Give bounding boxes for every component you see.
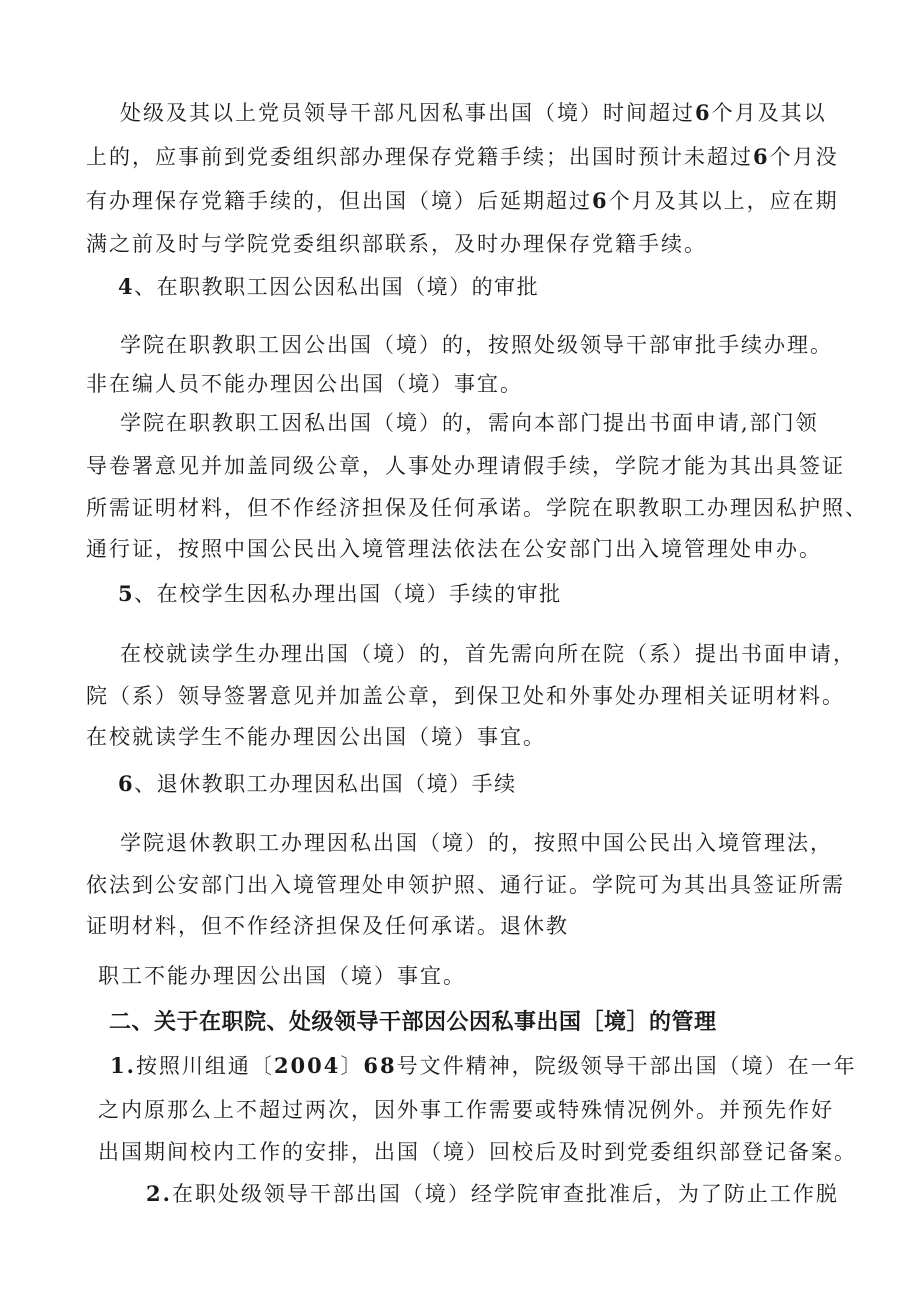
paragraph-4-line-2: 院（系）领导签署意见并加盖公章，到保卫处和外事处办理相关证明材料。 [86,684,845,708]
subheading-number: 4 [118,274,135,299]
subheading-text: 、在校学生因私办理出国（境）手续的审批 [134,582,562,606]
paragraph-7-line-1 [146,1180,839,1208]
text-run: 在职处级领导干部出国（境）经学院审查批准后，为了防止工作脱 [171,1182,839,1206]
text-run: 号文件精神，院级领导干部出国（境）在一年 [396,1054,857,1078]
text-run: 个月没 [769,145,839,169]
paragraph-1-line-2 [86,143,839,171]
paragraph-6-line-1 [110,1052,857,1080]
text-run: 处级及其以上党员领导干部凡因私事出国（境）时间超过 [120,101,695,125]
subheading-4 [118,273,539,301]
subheading-text: 、退休教职工办理因私出国（境）手续 [134,772,517,796]
text-run: 有办理保存党籍手续的，但出国（境）后延期超过 [86,189,592,213]
paragraph-3-line-4: 通行证，按照中国公民出入境管理法依法在公安部门出入境管理处申办。 [86,537,822,561]
paragraph-5-line-1: 学院退休教职工办理因私出国（境）的，按照中国公民出入境管理法， [120,831,833,855]
subheading-text: 、在职教职工因公因私出国（境）的审批 [134,275,540,299]
paragraph-1-line-4: 满之前及时与学院党委组织部联系，及时办理保存党籍手续。 [86,232,707,256]
text-run: 〕 [340,1054,364,1078]
number: 6 [753,144,770,169]
paragraph-3-line-2: 导卷署意见并加盖同级公章，人事处办理请假手续，学院才能为其出具签证 [86,454,845,478]
subheading-number: 5 [118,581,135,606]
subheading-number: 6 [118,771,135,796]
paragraph-5-line-4: 职工不能办理因公出国（境）事宜。 [98,964,466,988]
text-run: 上的，应事前到党委组织部办理保存党籍手续；出国时预计未超过 [86,145,753,169]
number: 6 [695,100,712,125]
paragraph-4-line-1: 在校就读学生办理出国（境）的，首先需向所在院（系）提出书面申请， [120,642,856,666]
text-run: 个月及其以上，应在期 [608,189,839,213]
number: 6 [592,188,609,213]
paragraph-1-line-3 [86,187,839,215]
document-number: 68 [363,1053,397,1078]
paragraph-2-line-2: 非在编人员不能办理因公出国（境）事宜。 [86,372,523,396]
paragraph-6-line-2: 之内原那么上不超过两次，因外事工作需要或特殊情况例外。并预先作好 [98,1098,834,1122]
item-number: 1. [110,1053,136,1078]
document-year: 2004 [273,1053,341,1078]
item-number: 2. [146,1181,172,1206]
text-run: 按照川组通〔 [135,1054,274,1078]
section-2-heading: 二、关于在职院、处级领导干部因公因私事出国［境］的管理 [109,1010,717,1035]
paragraph-1-line-1 [120,99,827,127]
paragraph-3-line-1: 学院在职教职工因私出国（境）的，需向本部门提出书面申请,部门领 [120,411,819,435]
paragraph-2-line-1: 学院在职教职工因公出国（境）的，按照处级领导干部审批手续办理。 [120,333,833,357]
paragraph-6-line-3: 出国期间校内工作的安排，出国（境）回校后及时到党委组织部登记备案。 [98,1140,857,1164]
subheading-5 [118,580,562,608]
text-run: 个月及其以 [711,101,827,125]
paragraph-5-line-2: 依法到公安部门出入境管理处申领护照、通行证。学院可为其出具签证所需 [86,873,845,897]
paragraph-4-line-3: 在校就读学生不能办理因公出国（境）事宜。 [86,725,546,749]
subheading-6 [118,770,517,798]
paragraph-3-line-3: 所需证明材料，但不作经济担保及任何承诺。学院在职教职工办理因私护照、 [86,496,868,520]
paragraph-5-line-3: 证明材料，但不作经济担保及任何承诺。退休教 [86,914,569,938]
